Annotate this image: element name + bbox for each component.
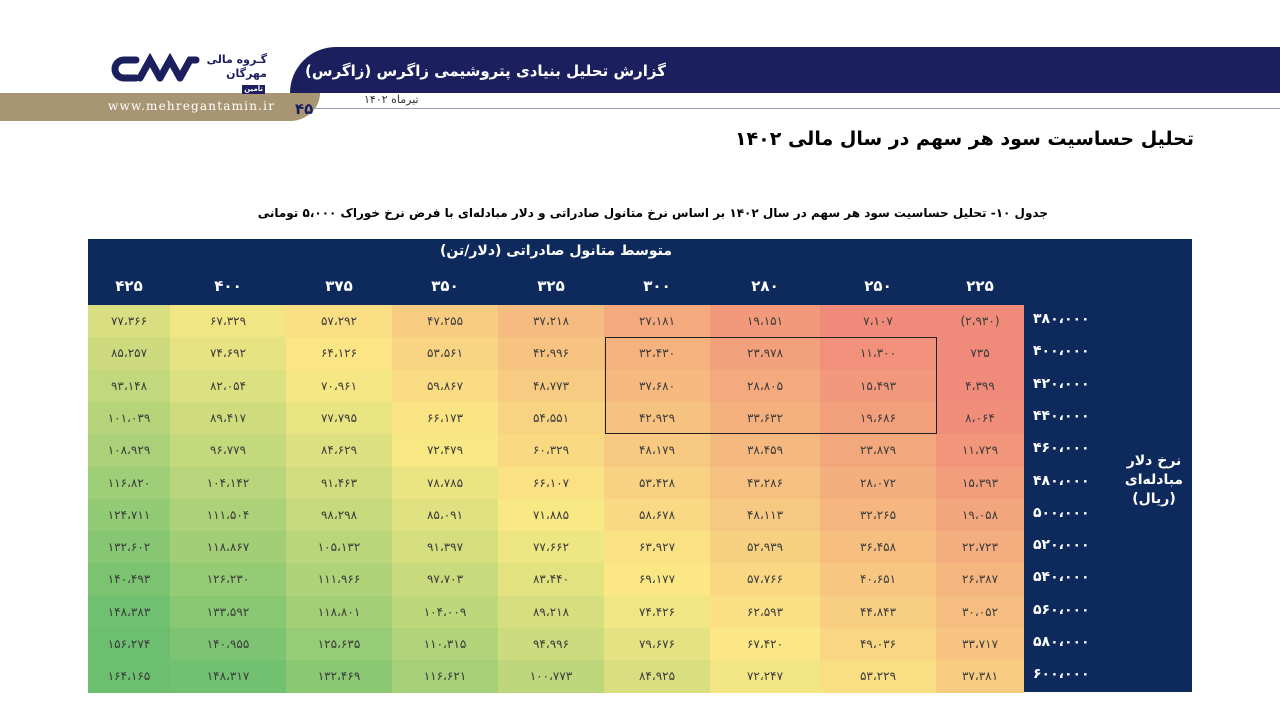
table-cell: ۲۸،۸۰۵ [710, 370, 820, 403]
table-cell: ۲۸،۰۷۲ [820, 467, 936, 500]
table-cell: ۷۸،۷۸۵ [392, 467, 498, 500]
table-cell: ۱۴۰،۴۹۳ [88, 563, 170, 596]
table-cell: ۷۴،۶۹۲ [170, 337, 286, 370]
table-cell: ۶۶،۱۰۷ [498, 467, 604, 500]
column-header: ۳۵۰ [431, 277, 459, 295]
table-cell: ۸۴،۹۲۵ [604, 660, 710, 693]
table-cell: ۸۳،۴۴۰ [498, 563, 604, 596]
table-cell: ۱۹،۱۵۱ [710, 305, 820, 338]
table-cell: ۱۳۲،۴۶۹ [286, 660, 392, 693]
table-cell: ۸۴،۶۲۹ [286, 434, 392, 467]
table-cell: ۶۴،۱۲۶ [286, 337, 392, 370]
table-cell: ۸،۰۶۴ [936, 402, 1024, 435]
table-cell: ۷۲،۲۴۷ [710, 660, 820, 693]
table-cell: ۹۳،۱۴۸ [88, 370, 170, 403]
table-cell: ۸۹،۴۱۷ [170, 402, 286, 435]
table-cell: ۳۲،۲۶۵ [820, 499, 936, 532]
column-header: ۲۲۵ [966, 277, 994, 295]
table-cell: ۱۰۴،۰۰۹ [392, 596, 498, 629]
row-header: ۴۲۰،۰۰۰ [1033, 375, 1090, 392]
table-cell: ۱۱،۳۰۰ [820, 337, 936, 370]
column-header: ۴۲۵ [115, 277, 143, 295]
table-cell: ۴۲،۹۲۹ [604, 402, 710, 435]
table-cell: ۴۹،۰۳۶ [820, 628, 936, 661]
table-cell: ۳۶،۴۵۸ [820, 531, 936, 564]
table-cell: ۳۸،۴۵۹ [710, 434, 820, 467]
table-cell: ۵۳،۵۶۱ [392, 337, 498, 370]
table-cell: ۴۷،۲۵۵ [392, 305, 498, 338]
table-cell: ۱۰۱،۰۳۹ [88, 402, 170, 435]
logo-line1: گـروه مالی [206, 53, 267, 66]
table-cell: ۴۳،۲۸۶ [710, 467, 820, 500]
row-header: ۴۰۰،۰۰۰ [1033, 343, 1090, 360]
table-cell: ۸۹،۲۱۸ [498, 596, 604, 629]
table-cell: ۱۱۸،۸۰۱ [286, 596, 392, 629]
table-cell: ۸۵،۰۹۱ [392, 499, 498, 532]
row-header: ۴۶۰،۰۰۰ [1033, 440, 1090, 457]
column-header: ۳۷۵ [325, 277, 353, 295]
column-group-title: متوسط متانول صادراتی (دلار/تن) [439, 243, 673, 259]
table-cell: ۶۷،۴۲۰ [710, 628, 820, 661]
table-cell: ۱۲۶،۲۳۰ [170, 563, 286, 596]
table-cell: ۸۲،۰۵۴ [170, 370, 286, 403]
table-cell: ۱۱۱،۹۶۶ [286, 563, 392, 596]
table-cell: ۱۰۴،۱۴۲ [170, 467, 286, 500]
row-group-title: نرخ دلار مبادله‌ای (ریال) [1124, 453, 1184, 507]
column-header: ۳۰۰ [643, 277, 671, 295]
sensitivity-table [88, 239, 1192, 692]
row-header: ۵۰۰،۰۰۰ [1033, 504, 1090, 521]
row-header: ۳۸۰،۰۰۰ [1033, 311, 1090, 327]
report-title: گزارش تحلیل بنیادی پتروشیمی زاگرس (زاگرس) [305, 62, 666, 80]
table-cell: ۲۳،۹۷۸ [710, 337, 820, 370]
table-cell: ۷،۱۰۷ [820, 305, 936, 338]
table-cell: ۱۳۳،۵۹۲ [170, 596, 286, 629]
table-cell: ۵۷،۲۹۲ [286, 305, 392, 338]
table-cell: ۹۸،۲۹۸ [286, 499, 392, 532]
table-cell: ۷۲،۴۷۹ [392, 434, 498, 467]
table-cell: ۱۴۸،۳۸۳ [88, 596, 170, 629]
table-cell: ۱۱،۷۲۹ [936, 434, 1024, 467]
table-cell: ۱۴۸،۳۱۷ [170, 660, 286, 693]
table-cell: ۴۲،۹۹۶ [498, 337, 604, 370]
table-cell: ۲۳،۸۷۹ [820, 434, 936, 467]
table-cell: ۳۷،۶۸۰ [604, 370, 710, 403]
row-header: ۵۴۰،۰۰۰ [1033, 569, 1090, 586]
table-cell: ۳۲،۴۳۰ [604, 337, 710, 370]
table-cell: ۶۹،۱۷۷ [604, 563, 710, 596]
table-cell: ۹۱،۴۶۳ [286, 467, 392, 500]
table-cell: ۳۷،۲۱۸ [498, 305, 604, 338]
table-cell: ۶۰،۳۲۹ [498, 434, 604, 467]
row-header: ۴۴۰،۰۰۰ [1033, 407, 1090, 424]
column-header: ۴۰۰ [214, 277, 242, 295]
table-cell: ۱۴۰،۹۵۵ [170, 628, 286, 661]
table-cell: ۱۳۲،۶۰۲ [88, 531, 170, 564]
website-link[interactable]: www.mehregantamin.ir [108, 99, 276, 113]
row-header: ۵۸۰،۰۰۰ [1033, 634, 1090, 650]
table-cell: ۱۹،۶۸۶ [820, 402, 936, 435]
mehregan-logo-icon [106, 52, 202, 86]
table-cell: ۴۸،۷۷۳ [498, 370, 604, 403]
page-number: ۴۵ [295, 100, 314, 118]
table-cell: ۷۷،۳۶۶ [88, 305, 170, 338]
table-cell: ۷۳۵ [936, 337, 1024, 370]
table-cell: ۹۶،۷۷۹ [170, 434, 286, 467]
column-header: ۲۸۰ [751, 277, 779, 295]
row-header: ۴۸۰،۰۰۰ [1033, 472, 1090, 489]
table-cell: ۷۱،۸۸۵ [498, 499, 604, 532]
table-cell: ۹۷،۷۰۳ [392, 563, 498, 596]
table-cell: ۱۵،۳۹۳ [936, 467, 1024, 500]
table-cell: ۱۹،۰۵۸ [936, 499, 1024, 532]
table-cell: ۶۲،۵۹۳ [710, 596, 820, 629]
header-divider [300, 108, 1280, 109]
table-cell: ۶۷،۳۲۹ [170, 305, 286, 338]
table-cell: ۳۷،۳۸۱ [936, 660, 1024, 693]
table-cell: ۷۷،۶۶۲ [498, 531, 604, 564]
table-cell: ۱۱۰،۳۱۵ [392, 628, 498, 661]
table-cell: ۱۰۸،۹۲۹ [88, 434, 170, 467]
row-header: ۵۶۰،۰۰۰ [1033, 601, 1090, 618]
logo-text [205, 53, 267, 95]
table-cell: ۲۶،۳۸۷ [936, 563, 1024, 596]
table-cell: ۱۱۸،۸۶۷ [170, 531, 286, 564]
table-cell: ۱۱۱،۵۰۴ [170, 499, 286, 532]
table-cell: ۷۰،۹۶۱ [286, 370, 392, 403]
table-cell: ۴۰،۶۵۱ [820, 563, 936, 596]
table-cell: ۴،۳۹۹ [936, 370, 1024, 403]
table-cell: ۳۰،۰۵۲ [936, 596, 1024, 629]
table-cell: ۱۲۵،۶۳۵ [286, 628, 392, 661]
table-cell: ۱۶۴،۱۶۵ [88, 660, 170, 693]
table-cell: ۱۱۶،۶۲۱ [392, 660, 498, 693]
table-cell: ۱۵۶،۲۷۴ [88, 628, 170, 661]
table-cell: ۹۴،۹۹۶ [498, 628, 604, 661]
table-cell: ۸۵،۲۵۷ [88, 337, 170, 370]
table-cell: ۴۸،۱۷۹ [604, 434, 710, 467]
table-cell: ۳۳،۷۱۷ [936, 628, 1024, 661]
table-cell: ۵۷،۷۶۶ [710, 563, 820, 596]
table-cell: ۵۸،۶۷۸ [604, 499, 710, 532]
table-cell: ۷۹،۶۷۶ [604, 628, 710, 661]
table-cell: (۲،۹۳۰) [936, 305, 1024, 338]
table-cell: ۹۱،۳۹۷ [392, 531, 498, 564]
table-cell: ۴۸،۱۱۳ [710, 499, 820, 532]
table-cell: ۵۴،۵۵۱ [498, 402, 604, 435]
table-cell: ۷۴،۴۲۶ [604, 596, 710, 629]
table-cell: ۵۹،۸۶۷ [392, 370, 498, 403]
logo-tag: تأمین [244, 85, 263, 93]
table-cell: ۷۷،۷۹۵ [286, 402, 392, 435]
table-cell: ۱۵،۴۹۳ [820, 370, 936, 403]
logo-line2: مهرگان [226, 67, 267, 80]
table-cell: ۵۳،۴۲۸ [604, 467, 710, 500]
table-cell: ۱۱۶،۸۲۰ [88, 467, 170, 500]
report-date: تیرماه ۱۴۰۲ [364, 93, 419, 106]
table-cell: ۳۳،۶۳۲ [710, 402, 820, 435]
table-cell: ۲۲،۷۲۳ [936, 531, 1024, 564]
row-header: ۶۰۰،۰۰۰ [1033, 666, 1090, 683]
table-cell: ۵۲،۹۳۹ [710, 531, 820, 564]
table-cell: ۱۰۵،۱۳۲ [286, 531, 392, 564]
table-cell: ۴۴،۸۴۳ [820, 596, 936, 629]
column-header: ۲۵۰ [864, 277, 892, 295]
table-cell: ۵۳،۲۲۹ [820, 660, 936, 693]
table-cell: ۶۳،۹۲۷ [604, 531, 710, 564]
column-header: ۳۲۵ [537, 277, 565, 295]
table-cell: ۲۷،۱۸۱ [604, 305, 710, 338]
section-title: تحلیل حساسیت سود هر سهم در سال مالی ۱۴۰۲ [734, 128, 1194, 150]
table-cell: ۶۶،۱۷۳ [392, 402, 498, 435]
table-cell: ۱۰۰،۷۷۳ [498, 660, 604, 693]
row-header: ۵۲۰،۰۰۰ [1033, 537, 1090, 554]
table-cell: ۱۲۴،۷۱۱ [88, 499, 170, 532]
table-caption: جدول ۱۰- تحلیل حساسیت سود هر سهم در سال ۱۴۰۲ بر اساس نرخ متانول صادراتی و دلار مبادله‌ای با فرض نرخ خوراک ۵،۰۰۰ تومانی [257, 206, 1048, 220]
